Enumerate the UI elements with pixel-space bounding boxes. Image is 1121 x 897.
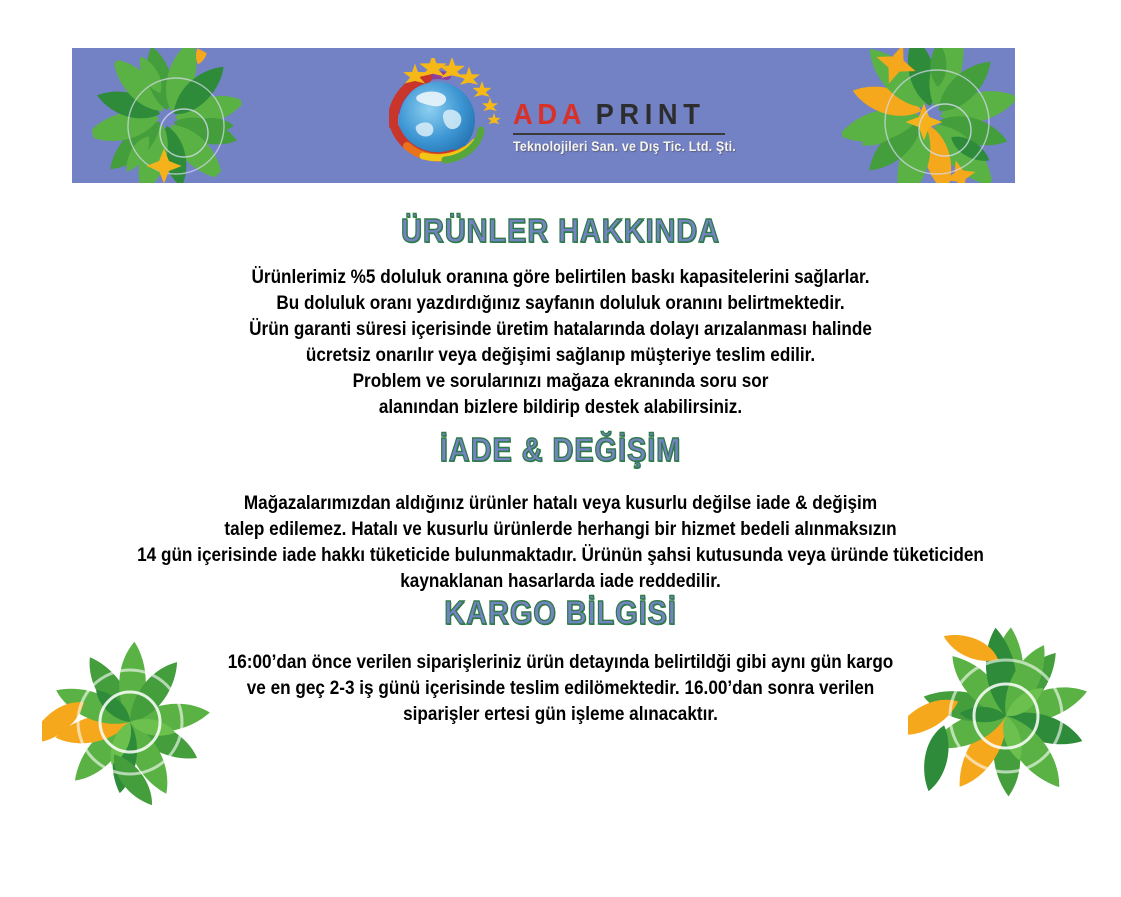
logo-divider — [513, 133, 725, 135]
section-heading-products: ÜRÜNLER HAKKINDA — [401, 212, 720, 249]
logo-subtitle: Teknolojileri San. ve Dış Tic. Ltd. Şti. — [512, 139, 736, 154]
text-line: ve en geç 2-3 iş günü içerisinde teslim edilömektedir. 16.00’dan sonra verilen — [246, 677, 875, 699]
text-line: ücretsiz onarılır veya değişimi sağlanıp müşteriye teslim edilir. — [305, 344, 816, 366]
section-heading-shipping: KARGO BİLGİSİ — [444, 594, 677, 631]
header-banner — [72, 48, 1015, 183]
leaf-cluster-bottom-right-icon — [908, 616, 1090, 822]
logo-name-secondary: PRINT — [595, 99, 706, 131]
text-line: talep edilemez. Hatalı ve kusurlu ürünlerde herhangi bir hizmet bedeli alınmaksızın — [224, 518, 897, 540]
text-line: 16:00’dan önce verilen siparişleriniz ürün detayında belirtildği gibi aynı gün kargo — [227, 651, 894, 673]
text-line: Ürünlerimiz %5 doluluk oranına göre belirtilen baskı kapasitelerini sağlarlar. — [251, 266, 870, 288]
company-logo — [389, 58, 736, 170]
section-paragraph-products — [67, 264, 1053, 420]
text-line: 14 gün içerisinde iade hakkı tüketicide bulunmaktadır. Ürünün şahsi kutusunda veya üründe tüketiciden — [137, 544, 984, 566]
leaf-spiral-top-right-icon — [835, 48, 1015, 183]
text-line: Ürün garanti süresi içerisinde üretim hatalarında dolayı arızalanması halinde — [249, 318, 872, 340]
text-line: siparişler ertesi gün işleme alınacaktır. — [403, 703, 718, 725]
logo-name-primary: ADA — [512, 99, 586, 131]
text-line: Problem ve sorularınızı mağaza ekranında soru sor — [352, 370, 769, 392]
leaf-spiral-top-left-icon — [72, 48, 272, 183]
section-paragraph-returns — [67, 490, 1053, 594]
section-heading-returns: İADE & DEĞİŞİM — [439, 431, 682, 468]
logo-name — [513, 100, 712, 130]
text-line: Mağazalarımızdan aldığınız ürünler hatalı veya kusurlu değilse iade & değişim — [243, 492, 878, 514]
text-line: alanından bizlere bildirip destek alabilirsiniz. — [378, 396, 743, 418]
text-line: Bu doluluk oranı yazdırdığınız sayfanın doluluk oranını belirtmektedir. — [276, 292, 845, 314]
logo-wordmark — [512, 99, 736, 154]
text-line: kaynaklanan hasarlarda iade reddedilir. — [400, 570, 721, 592]
leaf-cluster-bottom-left-icon — [42, 640, 217, 808]
globe-stars-icon — [389, 58, 507, 170]
